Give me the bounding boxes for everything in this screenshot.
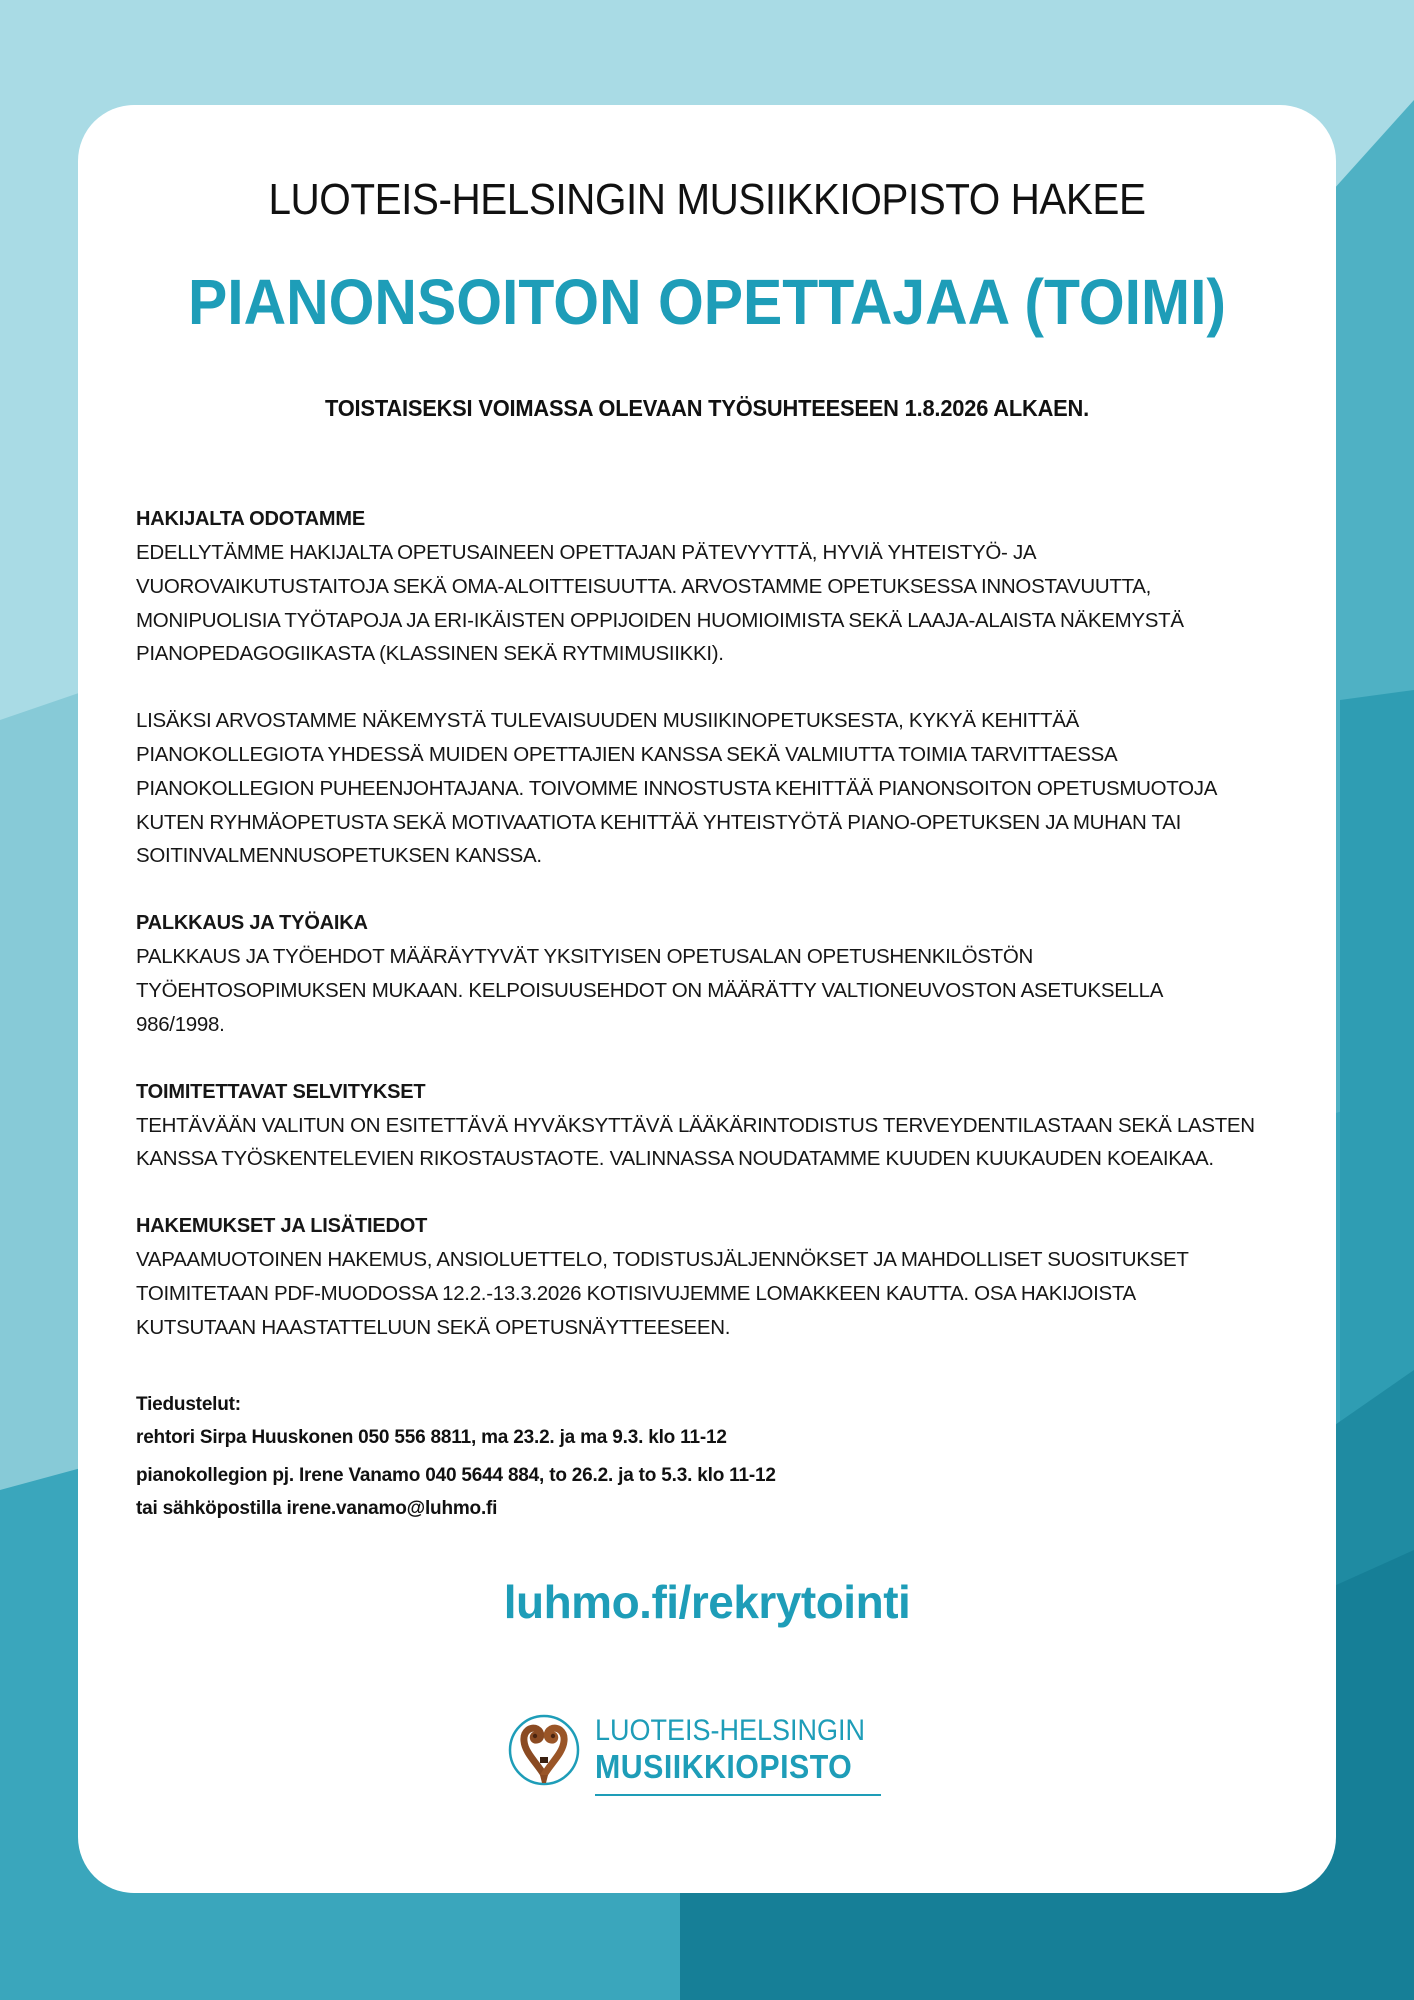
- institution-heading: LUOTEIS-HELSINGIN MUSIIKKIOPISTO HAKEE: [268, 175, 1146, 224]
- section-title: HAKEMUKSET JA LISÄTIEDOT: [136, 1215, 428, 1238]
- violin-scroll-heart-icon: [507, 1713, 581, 1787]
- section-title: PALKKAUS JA TYÖAIKA: [136, 912, 368, 935]
- text-line: VAPAAMUOTOINEN HAKEMUS, ANSIOLUETTELO, TODISTUSJÄLJENNÖKSET JA MAHDOLLISET SUOSITUKSET: [136, 1248, 1189, 1272]
- section-body: [136, 1243, 1296, 1344]
- section-body: [136, 1109, 1296, 1177]
- contact-piano-chair: pianokollegion pj. Irene Vanamo 040 5644 884, to 26.2. ja to 5.3. klo 11-12: [136, 1465, 776, 1486]
- section-body: [136, 536, 1296, 671]
- section-additional-values: [136, 704, 1296, 873]
- contact-info: [136, 1388, 776, 1525]
- text-line: PIANOPEDAGOGIIKASTA (KLASSINEN SEKÄ RYTMIMUSIIKKI).: [136, 642, 724, 666]
- contact-principal: rehtori Sirpa Huuskonen 050 556 8811, ma 23.2. ja ma 9.3. klo 11-12: [136, 1427, 727, 1448]
- logo-text-bottom: MUSIIKKIOPISTO: [595, 1748, 853, 1785]
- text-line: MONIPUOLISIA TYÖTAPOJA JA ERI-IKÄISTEN OPPIJOIDEN HUOMIOIMISTA SEKÄ LAAJA-ALAISTA NÄKEMYSTÄ: [136, 608, 1184, 632]
- employment-subtitle: TOISTAISEKSI VOIMASSA OLEVAAN TYÖSUHTEESEEN 1.8.2026 ALKAEN.: [324, 395, 1090, 421]
- text-line: EDELLYTÄMME HAKIJALTA OPETUSAINEEN OPETTAJAN PÄTEVYYTTÄ, HYVIÄ YHTEISTYÖ- JA: [136, 541, 1037, 564]
- text-line: KANSSA TYÖSKENTELEVIEN RIKOSTAUSTAOTE. VALINNASSA NOUDATAMME KUUDEN KUUKAUDEN KOEAIKAA.: [136, 1147, 1214, 1171]
- section-body: [136, 940, 1296, 1041]
- recruitment-link[interactable]: luhmo.fi/rekrytointi: [503, 1576, 911, 1628]
- text-line: PIANOKOLLEGION PUHEENJOHTAJANA. TOIVOMME INNOSTUSTA KEHITTÄÄ PIANONSOITON OPETUSMUOTOJA: [136, 776, 1218, 800]
- text-line: KUTEN RYHMÄOPETUSTA SEKÄ MOTIVAATIOTA KEHITTÄÄ YHTEISTYÖTÄ PIANO-OPETUKSEN JA MUHAN TAI: [136, 810, 1182, 834]
- text-line: 986/1998.: [136, 1012, 225, 1036]
- poster-card: [78, 105, 1336, 1893]
- section-body: [136, 704, 1296, 873]
- text-line: LISÄKSI ARVOSTAMME NÄKEMYSTÄ TULEVAISUUDEN MUSIIKINOPETUKSESTA, KYKYÄ KEHITTÄÄ: [136, 709, 1079, 733]
- text-line: TYÖEHTOSOPIMUKSEN MUKAAN. KELPOISUUSEHDOT ON MÄÄRÄTTY VALTIONEUVOSTON ASETUKSELLA: [136, 978, 1164, 1002]
- logo-underline: [595, 1794, 881, 1796]
- text-line: VUOROVAIKUTUSTAITOJA SEKÄ OMA-ALOITTEISUUTTA. ARVOSTAMME OPETUKSESSA INNOSTAVUUTTA,: [136, 574, 1152, 598]
- section-title: HAKIJALTA ODOTAMME: [136, 508, 365, 530]
- section-title: TOIMITETTAVAT SELVITYKSET: [136, 1080, 426, 1103]
- text-line: TEHTÄVÄÄN VALITUN ON ESITETTÄVÄ HYVÄKSYTTÄVÄ LÄÄKÄRINTODISTUS TERVEYDENTILASTAAN SEKÄ LASTEN: [136, 1113, 1255, 1137]
- contact-email[interactable]: tai sähköpostilla irene.vanamo@luhmo.fi: [136, 1498, 498, 1519]
- text-line: KUTSUTAAN HAASTATTELUUN SEKÄ OPETUSNÄYTTEESEEN.: [136, 1315, 731, 1339]
- text-line: PALKKAUS JA TYÖEHDOT MÄÄRÄYTYVÄT YKSITYISEN OPETUSALAN OPETUSHENKILÖSTÖN: [136, 945, 1033, 969]
- text-line: PIANOKOLLEGIOTA YHDESSÄ MUIDEN OPETTAJIEN KANSSA SEKÄ VALMIUTTA TOIMIA TARVITTAESSA: [136, 742, 1118, 766]
- logo-text-top: LUOTEIS-HELSINGIN: [595, 1714, 866, 1747]
- section-salary: [136, 906, 1296, 1041]
- school-logo: [507, 1708, 907, 1808]
- job-title: PIANONSOITON OPETTAJAA (TOIMI): [187, 266, 1227, 338]
- contact-label: Tiedustelut:: [136, 1394, 241, 1415]
- section-required-documents: [136, 1075, 1296, 1177]
- text-line: TOIMITETAAN PDF-MUODOSSA 12.2.-13.3.2026 KOTISIVUJEMME LOMAKKEEN KAUTTA. OSA HAKIJOISTA: [136, 1281, 1136, 1305]
- section-applications: [136, 1209, 1296, 1344]
- text-line: SOITINVALMENNUSOPETUKSEN KANSSA.: [136, 844, 542, 868]
- job-description: [136, 502, 1296, 1378]
- section-expectations: [136, 502, 1296, 671]
